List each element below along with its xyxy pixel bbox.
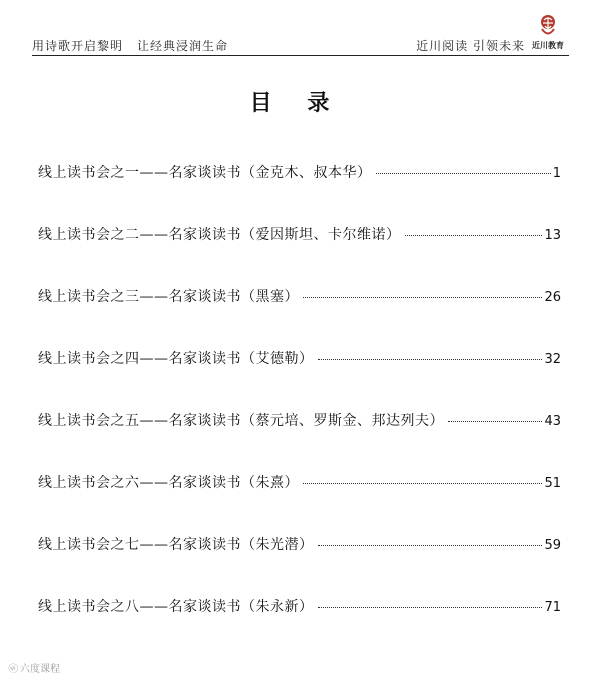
logo-text: 近川教育: [532, 41, 564, 50]
toc-entry-title: 线上读书会之六——名家谈读书（朱熹）: [38, 475, 299, 491]
watermark: [8, 660, 60, 675]
page-title: 目 录: [249, 91, 344, 116]
header-slogan: [32, 37, 228, 54]
toc-dot-leader: [303, 297, 542, 298]
toc-entry-title: 线上读书会之五——名家谈读书（蔡元培、罗斯金、邦达列夫）: [38, 413, 444, 429]
toc-page-number: 13: [544, 228, 561, 243]
toc-page-number: 32: [544, 352, 561, 367]
toc-entry[interactable]: [38, 472, 561, 534]
toc-page-number: 71: [544, 600, 561, 615]
toc-entry-title: 线上读书会之二——名家谈读书（爱因斯坦、卡尔维诺）: [38, 227, 401, 243]
toc-entry[interactable]: [38, 286, 561, 348]
page-header: [32, 18, 569, 56]
toc-entry[interactable]: [38, 162, 561, 224]
toc-page-number: 26: [544, 290, 561, 305]
header-motto: 近川阅读 引领未来: [416, 39, 525, 53]
toc-entry[interactable]: [38, 224, 561, 286]
toc-entry[interactable]: [38, 348, 561, 410]
toc-page-number: 59: [544, 538, 561, 553]
toc-entry-title: 线上读书会之一——名家谈读书（金克木、叔本华）: [38, 165, 372, 181]
toc-dot-leader: [376, 173, 551, 174]
seal-icon: [538, 14, 558, 38]
brand-logo: [529, 14, 567, 54]
toc-dot-leader: [318, 359, 543, 360]
toc-entry-title: 线上读书会之七——名家谈读书（朱光潜）: [38, 537, 314, 553]
toc-dot-leader: [405, 235, 543, 236]
header-divider: [32, 55, 569, 56]
toc-page-number: 43: [544, 414, 561, 429]
header-slogan-part1: 用诗歌开启黎明: [32, 39, 124, 53]
toc-entry[interactable]: [38, 596, 561, 658]
table-of-contents: [38, 162, 561, 658]
toc-dot-leader: [318, 545, 543, 546]
toc-dot-leader: [448, 421, 542, 422]
toc-dot-leader: [303, 483, 542, 484]
weibo-icon: ⓦ: [7, 662, 21, 677]
watermark-text: 六度课程: [20, 664, 60, 675]
toc-entry-title: 线上读书会之八——名家谈读书（朱永新）: [38, 599, 314, 615]
toc-entry[interactable]: [38, 534, 561, 596]
toc-entry-title: 线上读书会之四——名家谈读书（艾德勒）: [38, 351, 314, 367]
toc-page-number: 51: [544, 476, 561, 491]
toc-dot-leader: [318, 607, 543, 608]
toc-entry[interactable]: [38, 410, 561, 472]
toc-page-number: 1: [552, 166, 561, 181]
header-slogan-part2: 让经典浸润生命: [137, 39, 229, 53]
toc-entry-title: 线上读书会之三——名家谈读书（黑塞）: [38, 289, 299, 305]
